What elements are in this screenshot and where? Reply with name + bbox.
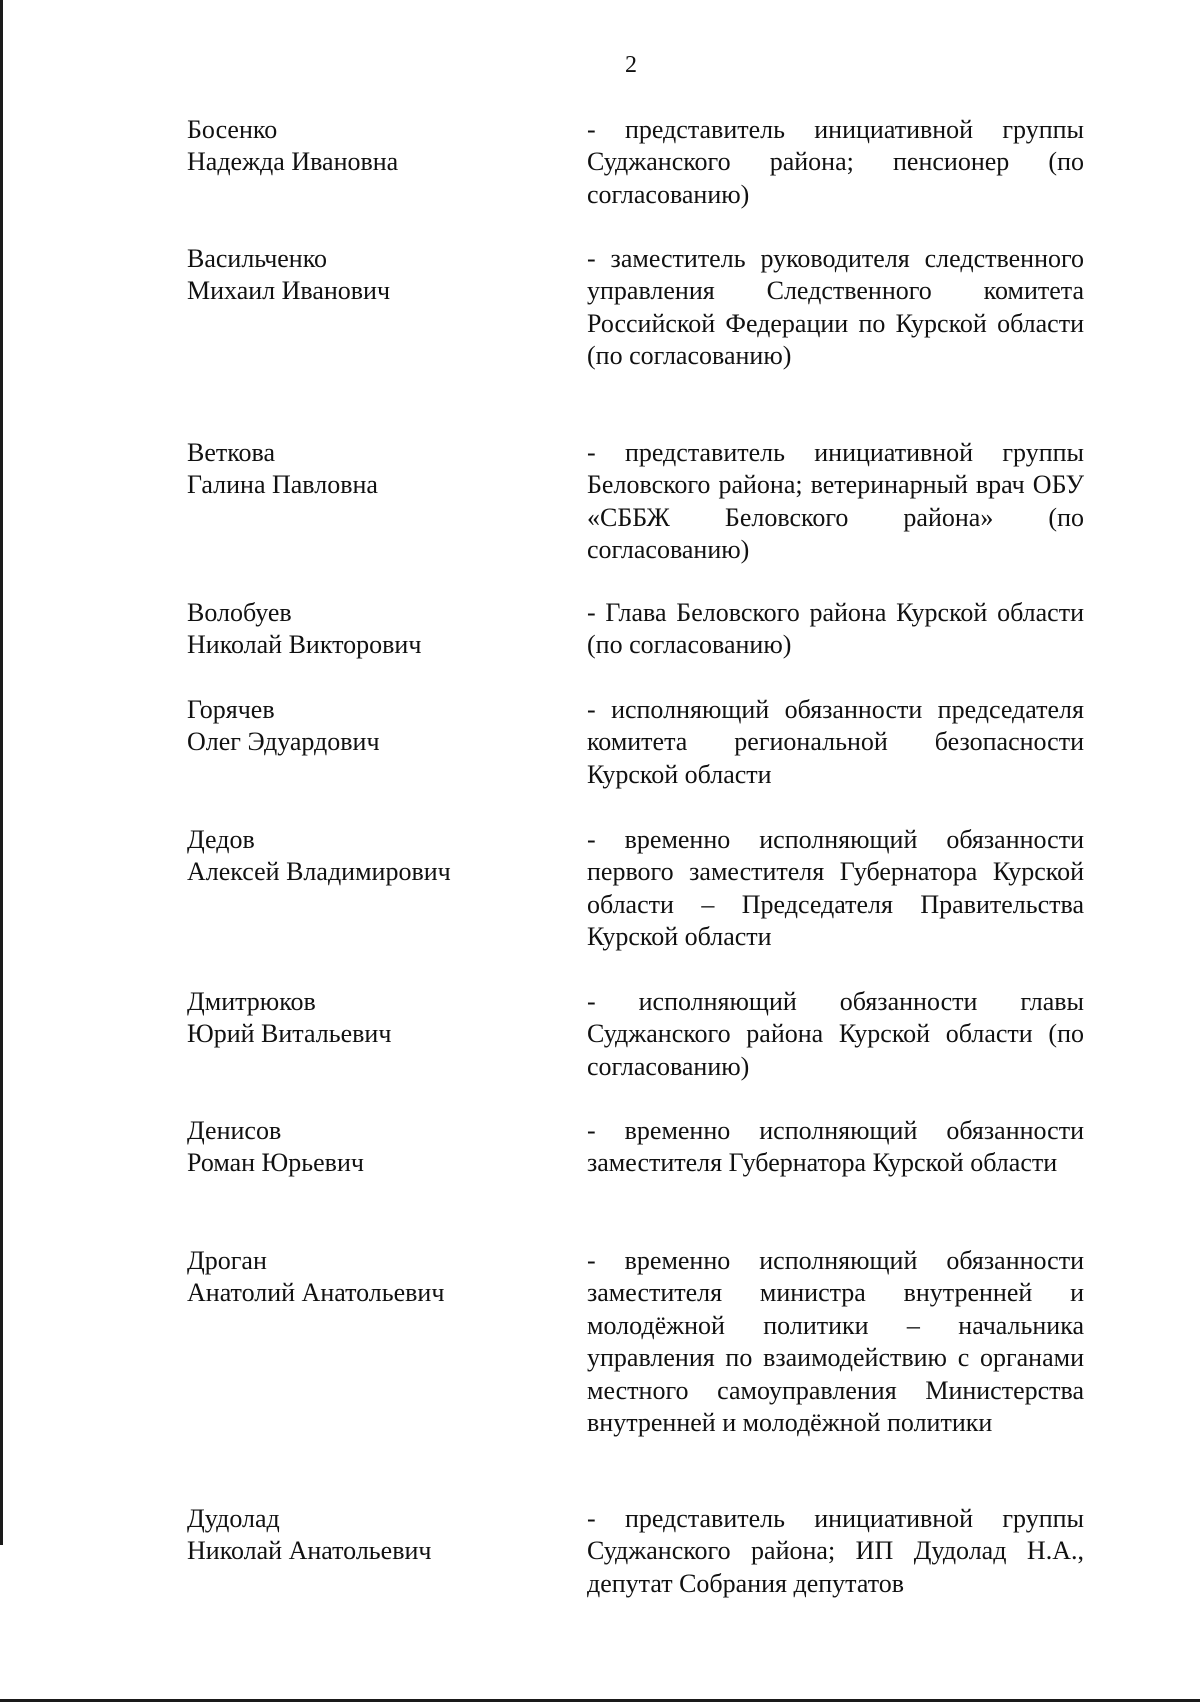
member-given-names: Надежда Ивановна (187, 147, 399, 176)
member-given-names: Михаил Иванович (187, 276, 391, 305)
member-name (187, 1503, 567, 1567)
member-given-names: Алексей Владимирович (187, 857, 451, 886)
member-given-names: Николай Викторович (187, 630, 422, 659)
member-role: - исполняющий обязанности председателя комитета региональной безопасности Курской области (587, 695, 1084, 789)
member-surname: Босенко (187, 115, 278, 144)
member-role: - представитель инициативной группы Беловского района; ветеринарный врач ОБУ «СББЖ Беловского района» (по согласованию) (587, 438, 1084, 565)
member-name (187, 1245, 567, 1309)
member-name (187, 597, 567, 661)
member-name (187, 694, 567, 758)
member-name (187, 824, 567, 888)
member-name (187, 986, 567, 1050)
page-number: 2 (625, 52, 637, 78)
member-role: - заместитель руководителя следственного управления Следственного комитета Российской Федерации по Курской области (по согласованию) (587, 244, 1084, 371)
member-role: - временно исполняющий обязанности заместителя Губернатора Курской области (587, 1116, 1084, 1178)
member-given-names: Анатолий Анатольевич (187, 1278, 445, 1307)
member-given-names: Николай Анатольевич (187, 1536, 432, 1565)
member-name (187, 114, 567, 178)
scan-border-left (0, 0, 3, 1545)
member-role: - временно исполняющий обязанности заместителя министра внутренней и молодёжной политики – начальника управления по взаимодействию с органами местного самоуправления Министерства внутренней и молодёжной политики (587, 1246, 1084, 1438)
member-given-names: Галина Павловна (187, 470, 378, 499)
member-role: - временно исполняющий обязанности первого заместителя Губернатора Курской области – Председателя Правительства Курской области (587, 825, 1084, 952)
member-given-names: Роман Юрьевич (187, 1148, 364, 1177)
member-name (187, 1115, 567, 1179)
member-name (187, 437, 567, 501)
member-role: - Глава Беловского района Курской области (по согласованию) (587, 598, 1084, 660)
member-surname: Дроган (187, 1246, 267, 1275)
member-surname: Веткова (187, 438, 276, 467)
member-role: - представитель инициативной группы Суджанского района; ИП Дудолад Н.А., депутат Собрания депутатов (587, 1504, 1084, 1598)
member-surname: Дедов (187, 825, 255, 854)
member-role: - представитель инициативной группы Суджанского района; пенсионер (по согласованию) (587, 115, 1084, 209)
member-surname: Волобуев (187, 598, 292, 627)
member-given-names: Юрий Витальевич (187, 1019, 392, 1048)
member-surname: Горячев (187, 695, 275, 724)
member-surname: Дмитрюков (187, 987, 316, 1016)
member-role: - исполняющий обязанности главы Суджанского района Курской области (по согласованию) (587, 987, 1084, 1081)
member-surname: Денисов (187, 1116, 282, 1145)
member-name (187, 243, 567, 307)
member-surname: Васильченко (187, 244, 328, 273)
member-given-names: Олег Эдуардович (187, 727, 380, 756)
member-surname: Дудолад (187, 1504, 280, 1533)
